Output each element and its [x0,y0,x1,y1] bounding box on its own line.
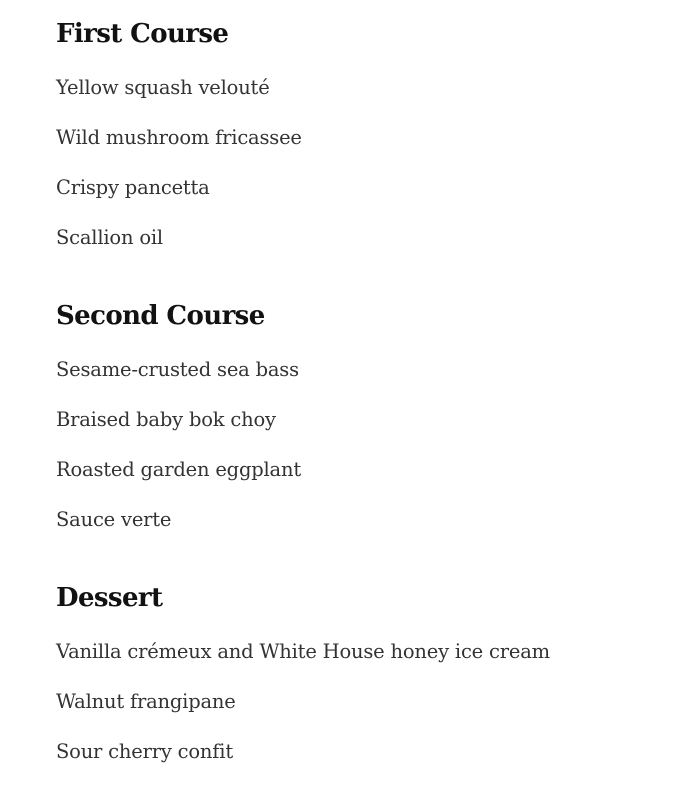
course-title: Dessert [56,583,163,613]
course-dessert [56,582,550,766]
course-item: Walnut frangipane [56,690,236,713]
course-item-list [56,74,302,252]
course-title: Second Course [56,301,265,331]
course-item: Braised baby bok choy [56,408,276,431]
course-item: Sour cherry confit [56,740,233,763]
course-item: Sauce verte [56,508,172,531]
course-item-list [56,356,301,534]
course-item: Sesame-crusted sea bass [56,358,299,381]
course-item: Yellow squash velouté [56,76,270,99]
course-item: Roasted garden eggplant [56,458,301,481]
course-second [56,300,301,534]
course-item: Wild mushroom fricassee [56,126,302,149]
course-item: Vanilla crémeux and White House honey ice cream [56,640,550,663]
course-item: Crispy pancetta [56,176,210,199]
course-item: Scallion oil [56,226,163,249]
course-item-list [56,638,550,766]
course-title: First Course [56,19,229,49]
course-first [56,18,302,252]
